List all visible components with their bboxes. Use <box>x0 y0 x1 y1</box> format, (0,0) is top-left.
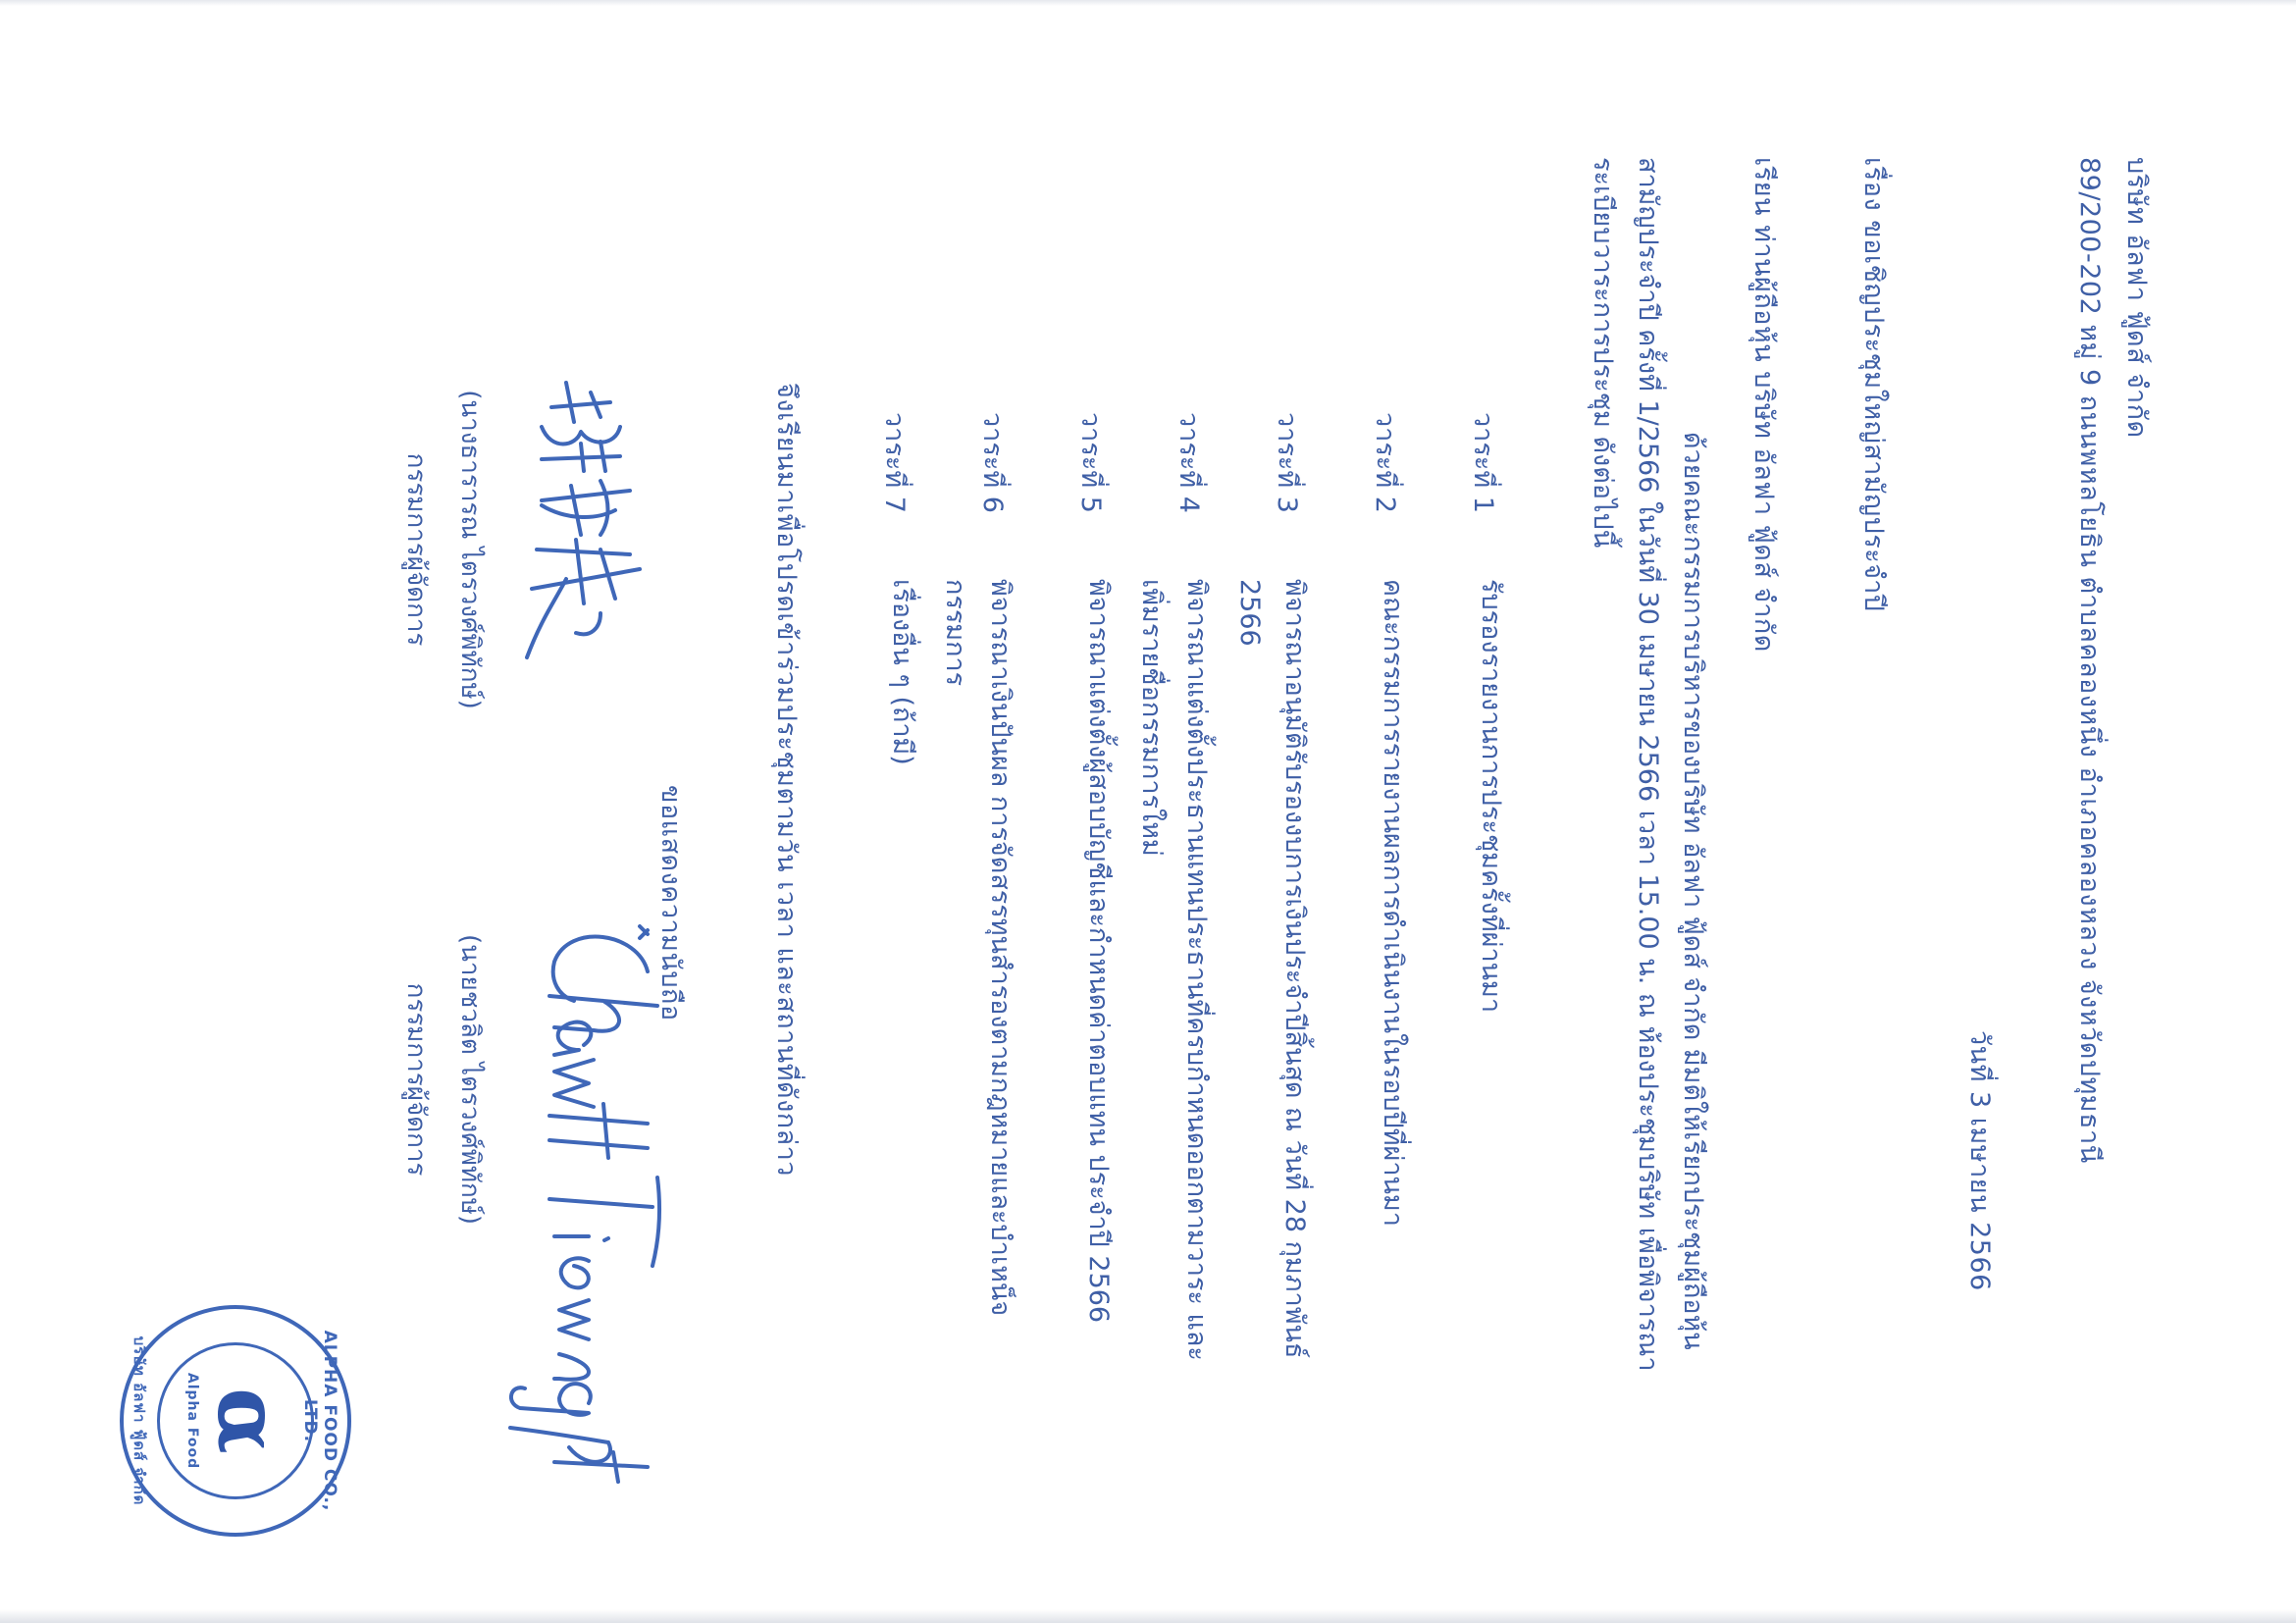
agenda-number: วาระที่ 3 <box>1272 412 1302 513</box>
regards-text: ขอแสดงความนับถือ <box>655 785 686 1021</box>
body-paragraph: ด้วยคณะกรรมการบริหารของบริษัท อัลฟา ฟู้ดส์ จำกัด มีมติให้เรียกประชุมผู้ถือหุ้นสามัญประจำปี ครั้งที่ 1/2566 ในวันที่ 30 เมษายน 2566 เวลา 15.00 น. ณ ห้องประชุมบริษัท เพื่อพิจารณาระเบียบวาระการประชุม ดังต่อไปนี้ <box>1588 157 1708 1372</box>
signatory-name: (นางธารารณ ไตรวงศ์พิทักษ์) <box>455 390 485 709</box>
signatory-left <box>396 383 491 716</box>
agenda-text: คณะกรรมการรายงานผลการดำเนินงานในรอบปีที่ผ่านมา <box>1378 579 1408 1227</box>
signatory-title: กรรมการผู้จัดการ <box>401 982 431 1177</box>
letter-subject: เรื่อง ขอเชิญประชุมใหญ่สามัญประจำปี <box>1858 157 1889 612</box>
seal-text-top: ALPHA FOOD CO., LTD. <box>300 1330 339 1512</box>
signatory-right <box>396 913 491 1246</box>
closing-text: จึงเรียนมาเพื่อโปรดเข้าร่วมประชุมตามวัน เวลา และสถานที่ดังกล่าว <box>771 383 802 1177</box>
signature-image <box>512 373 659 687</box>
agenda-number: วาระที่ 1 <box>1468 412 1498 513</box>
seal-logo-caption: Alpha Food <box>184 1372 200 1470</box>
agenda-text: รับรองรายงานการประชุมครั้งที่ผ่านมา <box>1476 579 1506 1014</box>
agenda-text: พิจารณาแต่งตั้งผู้สอบบัญชีและกำหนดค่าตอบแทน ประจำปี 2566 <box>1083 579 1114 1324</box>
alpha-logo-icon: α <box>198 1387 300 1454</box>
agenda-text: พิจารณาแต่งตั้งประธานแทนประธานที่ครบกำหนดออกตามวาระ และเพิ่มรายชื่อกรรมการใหม่ <box>1136 579 1212 1361</box>
agenda-number: วาระที่ 2 <box>1370 412 1400 513</box>
agenda-text: พิจารณาเงินปันผล การจัดสรรทุนสำรองตามกฎหมายและบำเหน็จกรรมการ <box>940 579 1016 1317</box>
company-seal <box>120 1305 351 1537</box>
company-name: บริษัท อัลฟา ฟู้ดส์ จำกัด <box>2121 157 2152 439</box>
letter-recipient: เรียน ท่านผู้ถือหุ้น บริษัท อัลฟา ฟู้ดส์ จำกัด <box>1748 157 1779 653</box>
handwritten-signature-2 <box>500 913 687 1521</box>
agenda-number: วาระที่ 6 <box>977 412 1008 513</box>
agenda-text: เรื่องอื่น ๆ (ถ้ามี) <box>887 579 917 765</box>
agenda-number: วาระที่ 5 <box>1075 412 1106 513</box>
agenda-text: พิจารณาอนุมัติรับรองงบการเงินประจำปีสิ้นสุด ณ วันที่ 28 กุมภาพันธ์ 2566 <box>1234 579 1310 1359</box>
letter-date: วันที่ 3 เมษายน 2566 <box>1964 1030 1995 1291</box>
agenda-number: วาระที่ 4 <box>1174 412 1204 513</box>
company-address: 89/200-202 หมู่ 9 ถนนพหลโยธิน ตำบลคลองหนึ่ง อำเภอคลองหลวง จังหวัดปทุมธานี <box>2074 157 2105 1164</box>
seal-text-bottom: บริษัท อัลฟา ฟู้ดส์ จำกัด <box>130 1335 148 1506</box>
agenda-number: วาระที่ 7 <box>879 412 910 513</box>
handwritten-signature-1 <box>512 373 659 687</box>
signatory-title: กรรมการผู้จัดการ <box>401 452 431 647</box>
signatory-name: (นายชวลิต ไตรวงศ์พิทักษ์) <box>455 933 485 1226</box>
scan-edge-bottom <box>0 1609 2296 1623</box>
signature-image <box>500 913 687 1521</box>
